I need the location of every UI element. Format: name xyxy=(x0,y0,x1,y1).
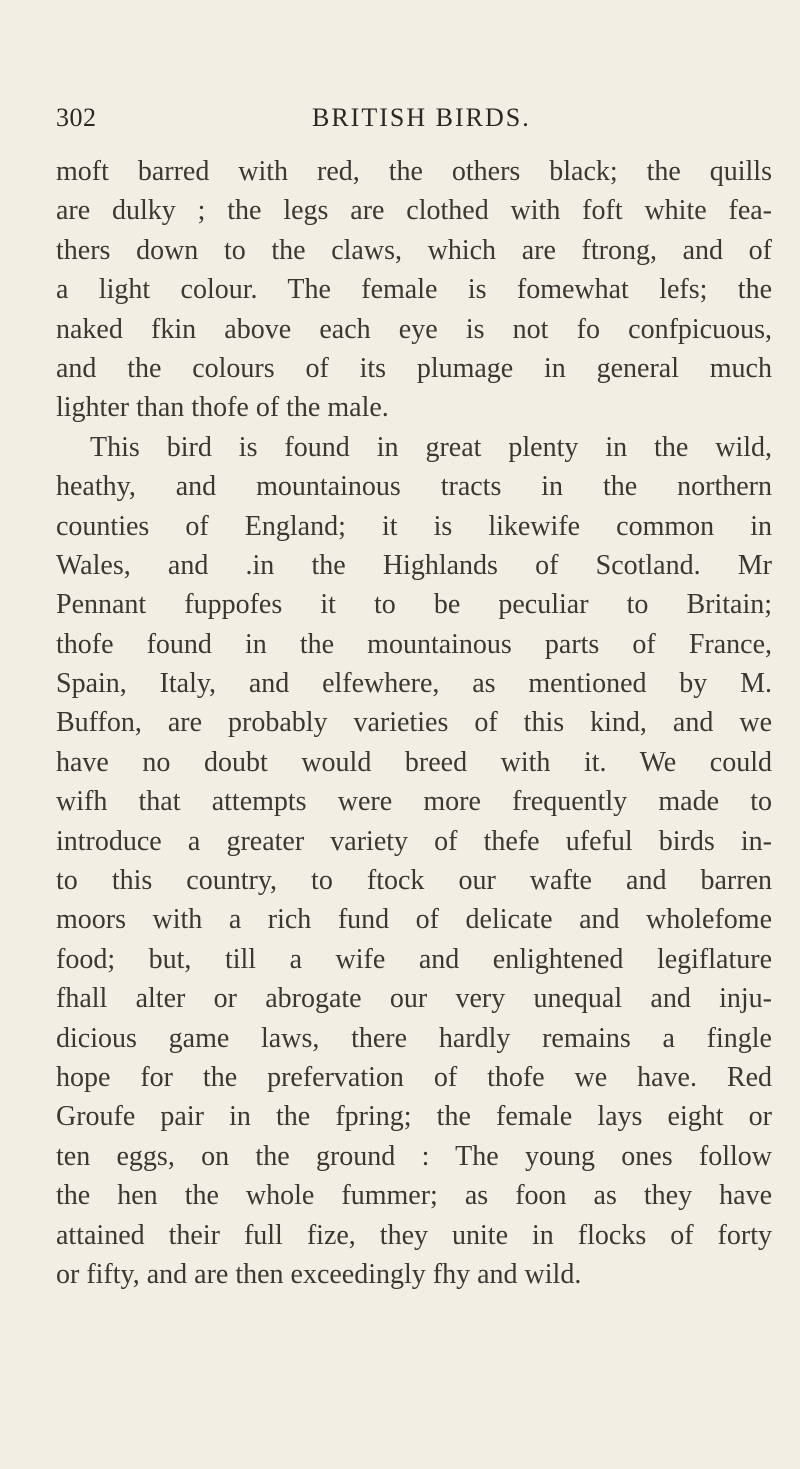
text-line: This bird is found in great plenty in the wild, xyxy=(90,431,772,463)
text-line: to this country, to ftock our wafte and barren xyxy=(56,865,772,897)
body-text xyxy=(56,152,772,1294)
text-line: a light colour. The female is fomewhat lefs; the xyxy=(56,274,772,306)
text-line: or fifty, and are then exceedingly fhy and wild. xyxy=(56,1258,582,1290)
text-line: dicious game laws, there hardly remains a fingle xyxy=(56,1022,772,1054)
paragraph-1 xyxy=(56,152,772,428)
text-line: thofe found in the mountainous parts of France, xyxy=(56,628,772,660)
page-number: 302 xyxy=(56,103,97,132)
text-line: fhall alter or abrogate our very unequal and inju- xyxy=(56,983,772,1015)
text-line: Pennant fuppofes it to be peculiar to Britain; xyxy=(56,589,772,621)
text-line: counties of England; it is likewife common in xyxy=(56,510,772,542)
text-line: attained their full fize, they unite in flocks of forty xyxy=(56,1219,772,1251)
paragraph-2 xyxy=(56,428,772,1295)
text-line: thers down to the claws, which are ftrong, and of xyxy=(56,234,772,266)
text-line: are dulky ; the legs are clothed with foft white fea- xyxy=(56,195,772,227)
text-line: heathy, and mountainous tracts in the northern xyxy=(56,471,772,503)
text-line: introduce a greater variety of thefe ufeful birds in- xyxy=(56,825,772,857)
running-head: BRITISH BIRDS. xyxy=(312,103,531,132)
text-line: Wales, and .in the Highlands of Scotland. Mr xyxy=(56,549,772,581)
text-line: have no doubt would breed with it. We could xyxy=(56,746,772,778)
text-line: lighter than thofe of the male. xyxy=(56,392,389,424)
text-line: Spain, Italy, and elfewhere, as mentioned by M. xyxy=(56,668,772,700)
text-line: food; but, till a wife and enlightened legiflature xyxy=(56,943,772,975)
text-line: and the colours of its plumage in general much xyxy=(56,352,772,384)
text-line: moft barred with red, the others black; the quills xyxy=(56,156,772,187)
text-line: Groufe pair in the fpring; the female lays eight or xyxy=(56,1101,772,1133)
text-line: ten eggs, on the ground : The young ones follow xyxy=(56,1140,772,1172)
text-line: hope for the prefervation of thofe we have. Red xyxy=(56,1061,772,1093)
text-line: wifh that attempts were more frequently made to xyxy=(56,786,772,818)
text-line: Buffon, are probably varieties of this kind, and we xyxy=(56,707,772,739)
text-line: moors with a rich fund of delicate and wholefome xyxy=(56,904,772,936)
text-line: naked fkin above each eye is not fo confpicuous, xyxy=(56,313,772,345)
text-line: the hen the whole fummer; as foon as they have xyxy=(56,1180,772,1212)
page-header xyxy=(0,103,800,143)
